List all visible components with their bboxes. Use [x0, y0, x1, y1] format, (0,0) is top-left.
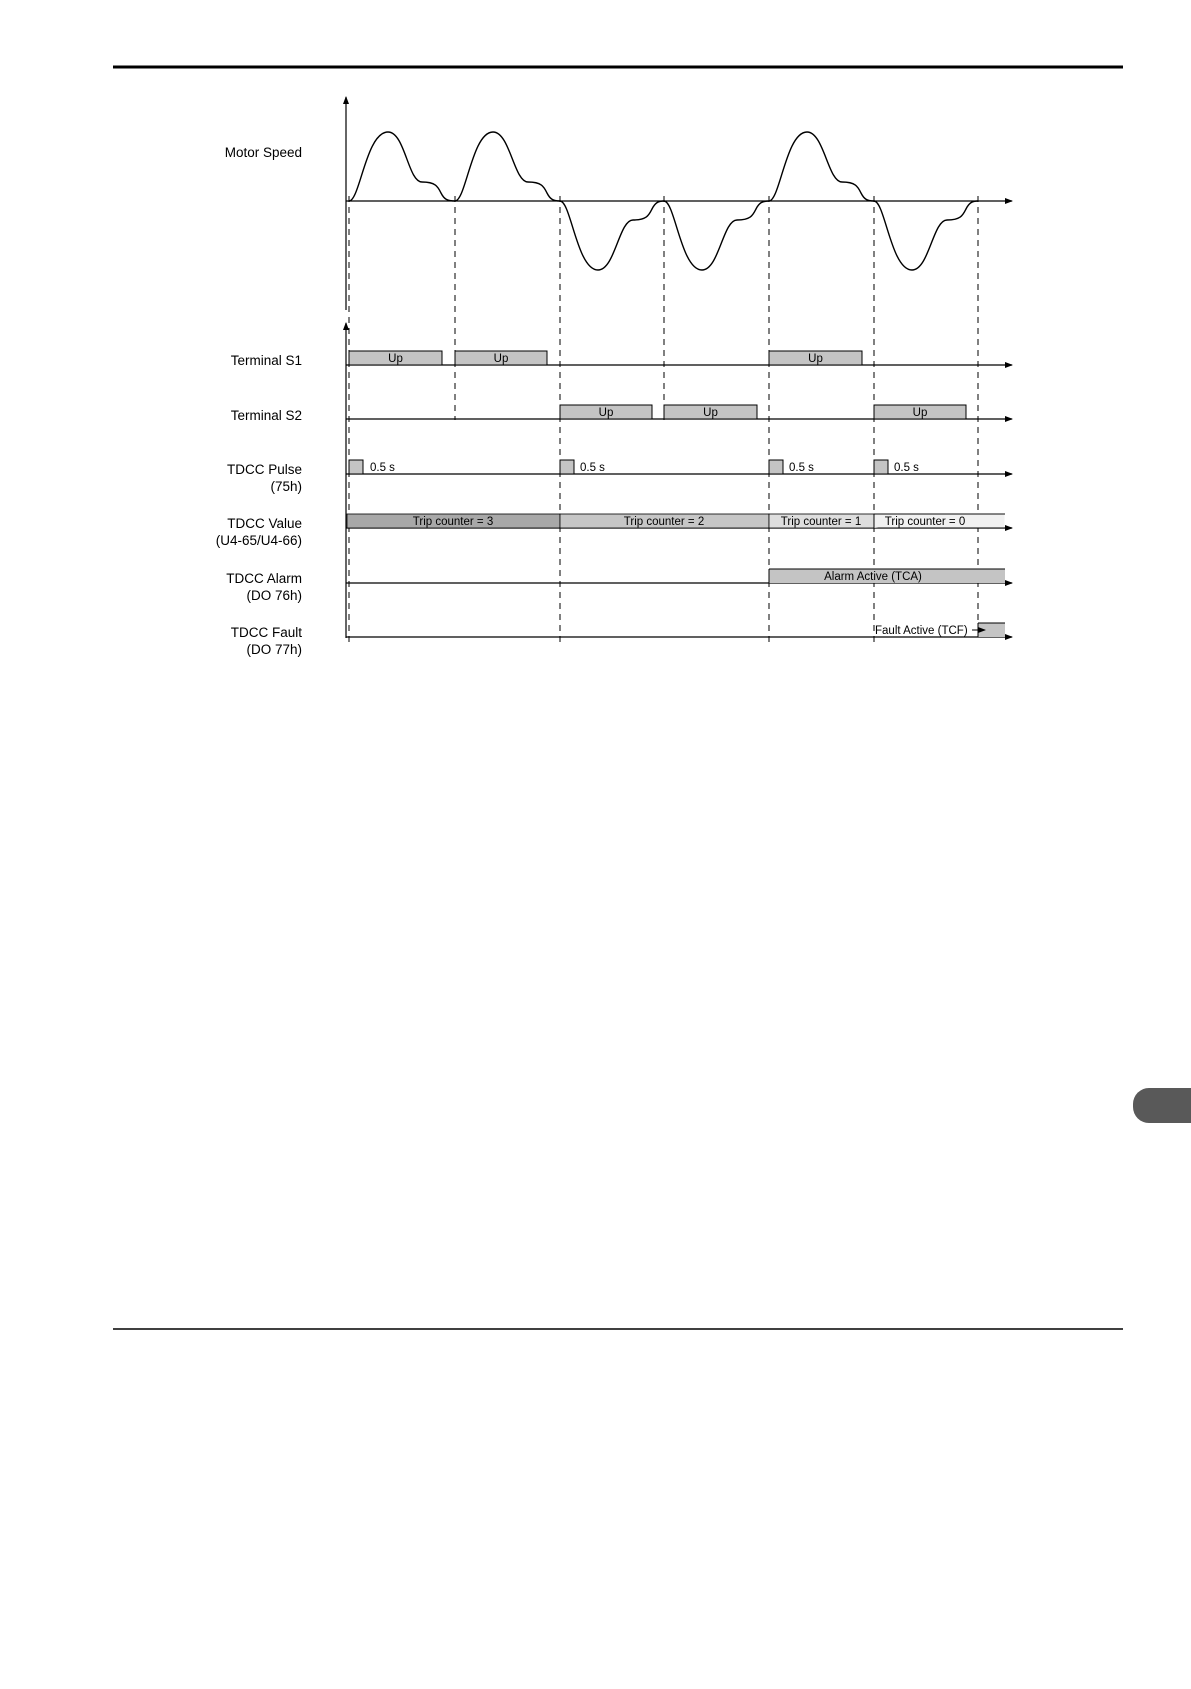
label-tdcc-value: TDCC Value [227, 516, 302, 531]
s2-pulse-label: Up [598, 407, 614, 419]
fault-row [875, 623, 1005, 637]
label-tdcc-fault-code: (DO 77h) [246, 642, 302, 657]
s1-pulse-label: Up [493, 353, 509, 365]
label-terminal-s1: Terminal S1 [230, 353, 302, 368]
s2-pulse-label: Up [912, 407, 928, 419]
label-tdcc-pulse-code: (75h) [270, 479, 302, 494]
trip-counter-2-label: Trip counter = 2 [623, 516, 705, 528]
terminal-s2-pulses [560, 405, 966, 419]
alarm-active-label: Alarm Active (TCA) [824, 571, 922, 583]
tdcc-pulse [349, 460, 363, 474]
terminal-s1-pulses [349, 351, 862, 365]
trip-counter-3-label: Trip counter = 3 [412, 516, 494, 528]
tdcc-pulses [349, 460, 919, 474]
tdcc-pulse [874, 460, 888, 474]
label-tdcc-alarm-code: (DO 76h) [246, 588, 302, 603]
tdcc-pulse-duration: 0.5 s [894, 462, 919, 474]
trip-counter-row [347, 514, 1005, 528]
label-terminal-s2: Terminal S2 [230, 408, 302, 423]
tdcc-pulse-duration: 0.5 s [789, 462, 814, 474]
axes [346, 97, 1012, 638]
s1-pulse-label: Up [808, 353, 823, 365]
label-motor-speed: Motor Speed [224, 145, 302, 160]
s1-pulse-label: Up [388, 353, 403, 365]
tdcc-pulse-duration: 0.5 s [370, 462, 395, 474]
trip-counter-1-label: Trip counter = 1 [780, 516, 862, 528]
tdcc-pulse [769, 460, 783, 474]
tdcc-pulse [560, 460, 574, 474]
fault-active-label: Fault Active (TCF) [875, 625, 968, 637]
alarm-row [769, 569, 1005, 583]
section-tab [1133, 1088, 1191, 1123]
label-tdcc-alarm: TDCC Alarm [226, 571, 302, 586]
trip-counter-0-label: Trip counter = 0 [884, 516, 966, 528]
s2-pulse-label: Up [703, 407, 718, 419]
label-tdcc-pulse: TDCC Pulse [226, 462, 302, 477]
label-tdcc-value-code: (U4-65/U4-66) [215, 533, 302, 548]
tdcc-pulse-duration: 0.5 s [580, 462, 605, 474]
label-tdcc-fault: TDCC Fault [230, 625, 302, 640]
